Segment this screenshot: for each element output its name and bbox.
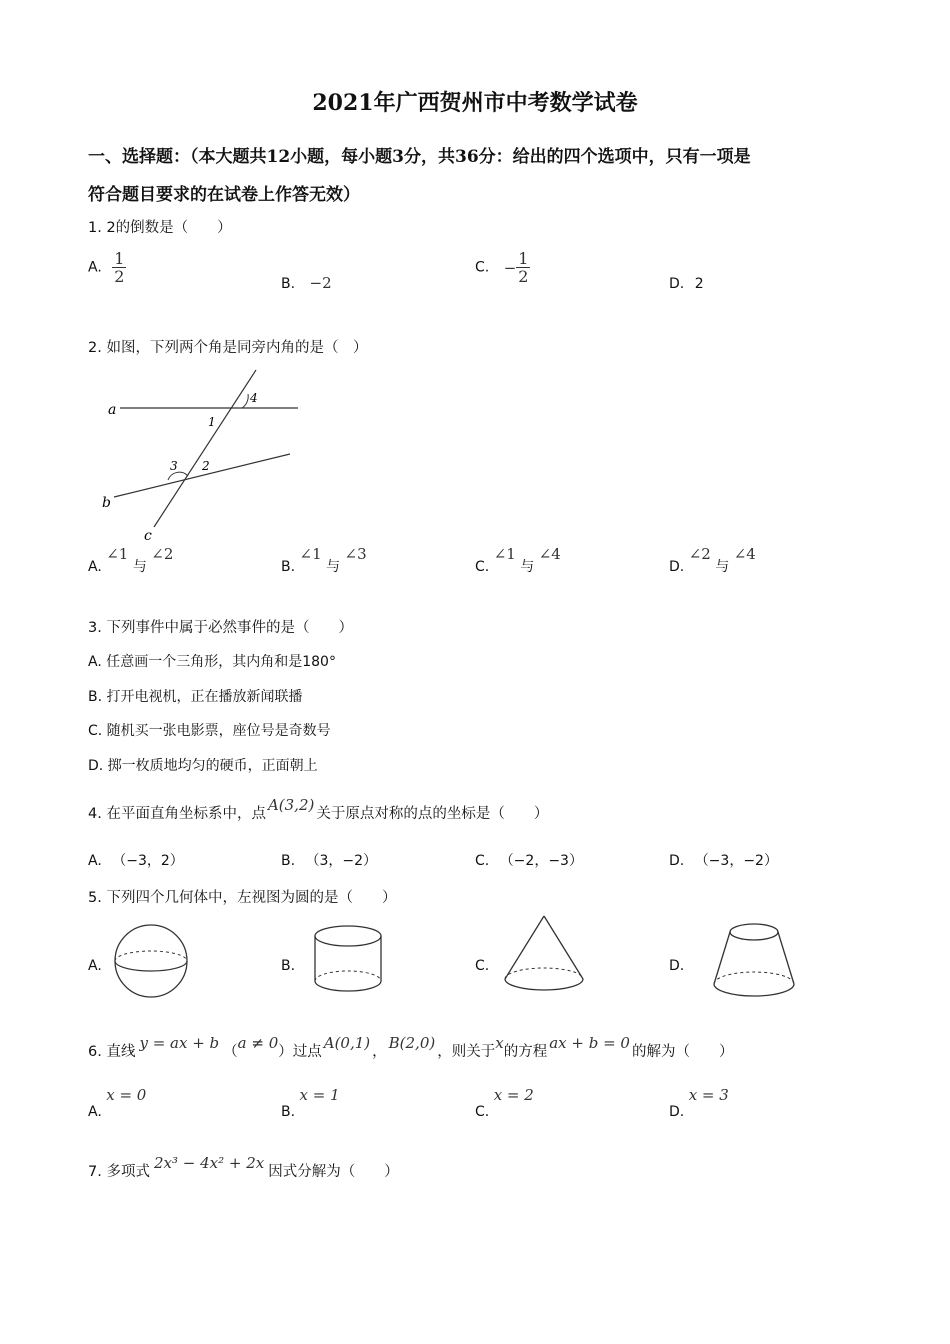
cone-figure[interactable] [498, 910, 590, 996]
polynomial: 2x³ − 4x² + 2x [153, 1154, 265, 1172]
q1-option-a[interactable] [88, 250, 126, 285]
angle-1: ∠1 [299, 545, 322, 563]
page-title: 2021年广西贺州市中考数学试卷 [312, 90, 638, 116]
label-c: c [144, 528, 152, 544]
option-value: （−2，−3） [499, 853, 583, 869]
line-equation: y = ax + b [139, 1034, 220, 1052]
cylinder-top [315, 926, 381, 946]
cone-left-edge [505, 916, 544, 979]
sphere-outline [115, 925, 187, 997]
option-letter: C. [475, 853, 490, 869]
q6-text-7: 的解为（ ） [631, 1044, 734, 1060]
q2-lines-figure [90, 362, 310, 547]
sphere-equator-front [115, 961, 187, 971]
q6-text-5: ，则关于 [437, 1044, 496, 1060]
option-letter: A. [88, 559, 102, 575]
frustum-right-edge [778, 932, 794, 984]
q2-stem: 2. 如图，下列两个角是同旁内角的是（ ） [88, 340, 368, 356]
angle-3: ∠3 [344, 545, 367, 563]
cone-base-back [505, 968, 583, 979]
q6-text-2: （ [223, 1044, 238, 1060]
cone-base-front [505, 979, 583, 990]
q6-text-4: ， [372, 1044, 387, 1060]
option-value: （3，−2） [305, 853, 378, 869]
equation: ax + b = 0 [549, 1034, 630, 1052]
cylinder-bottom-back [315, 971, 381, 981]
option-value: x = 2 [493, 1086, 534, 1104]
point-a: A(3,2) [267, 796, 315, 814]
fraction-denominator: 2 [114, 267, 125, 286]
frustum-top [730, 924, 778, 940]
fraction-denominator: 2 [518, 267, 529, 286]
frustum-base-front [714, 984, 794, 996]
q5-option-c-label[interactable]: C. [475, 958, 490, 974]
q4-stem-before: 4. 在平面直角坐标系中，点 [88, 806, 266, 822]
option-letter: A. [88, 259, 102, 276]
sphere-figure[interactable] [108, 920, 194, 1004]
q5-stem: 5. 下列四个几何体中，左视图为圆的是（ ） [88, 890, 397, 906]
cylinder-figure[interactable] [308, 920, 388, 1000]
q4-option-b[interactable] [281, 850, 377, 870]
cylinder-bottom-front [315, 981, 381, 991]
section-heading-line1: 一、选择题：（本大题共12小题，每小题3分，共36分：给出的四个选项中，只有一项是 [88, 147, 751, 167]
q2-option-d[interactable] [669, 545, 756, 576]
fraction [112, 250, 126, 285]
q3-option-d[interactable]: D. 掷一枚质地均匀的硬币，正面朝上 [88, 758, 318, 774]
q2-option-a[interactable] [88, 545, 174, 576]
q4-option-c[interactable] [475, 850, 583, 870]
q1-stem: 1. 2的倒数是（ ） [88, 220, 232, 236]
label-2: 2 [202, 459, 210, 473]
fraction [516, 250, 530, 285]
condition: a ≠ 0 [237, 1034, 279, 1052]
q5-option-d-label[interactable]: D. [669, 958, 685, 974]
frustum-left-edge [714, 932, 730, 984]
variable-x: x [495, 1034, 504, 1052]
minus-sign: − [503, 258, 517, 277]
q7-stem [88, 1152, 399, 1180]
q3-stem: 3. 下列事件中属于必然事件的是（ ） [88, 620, 353, 636]
angle-2: ∠2 [151, 545, 174, 563]
option-value: x = 0 [106, 1086, 147, 1104]
q2-option-b[interactable] [281, 545, 367, 576]
q4-stem [88, 794, 549, 822]
fraction-numerator: 1 [518, 249, 529, 268]
section-heading-line2: 符合题目要求的在试卷上作答无效） [88, 185, 360, 205]
q6-text-6: 的方程 [503, 1044, 548, 1060]
angle-4-arc [242, 394, 248, 408]
option-letter: D. [669, 1104, 685, 1120]
q1-option-d[interactable] [669, 276, 704, 292]
frustum-figure[interactable] [708, 916, 800, 1002]
q7-text-2: 因式分解为（ ） [268, 1164, 399, 1180]
q1-option-b[interactable] [281, 274, 332, 292]
q3-option-a[interactable]: A. 任意画一个三角形，其内角和是180° [88, 654, 336, 670]
q4-option-a[interactable] [88, 850, 184, 870]
label-a: a [108, 402, 117, 418]
option-value: x = 3 [688, 1086, 729, 1104]
q3-option-c[interactable]: C. 随机买一张电影票，座位号是奇数号 [88, 723, 331, 739]
q4-stem-after: 关于原点对称的点的坐标是（ ） [316, 806, 549, 822]
option-value: （−3，−2） [694, 853, 778, 869]
label-4: 4 [250, 391, 258, 405]
fraction-numerator: 1 [114, 249, 125, 268]
point-b: B(2,0) [388, 1034, 436, 1052]
label-3: 3 [170, 459, 178, 473]
option-letter: B. [281, 559, 296, 575]
conjunction: 与 [132, 559, 147, 575]
q6-option-c[interactable] [475, 1086, 534, 1120]
option-letter: A. [88, 853, 102, 869]
q6-option-a[interactable] [88, 1086, 147, 1120]
angle-1: ∠1 [493, 545, 516, 563]
option-letter: B. [281, 276, 296, 292]
point-a: A(0,1) [323, 1034, 371, 1052]
q7-text-1: 7. 多项式 [88, 1164, 150, 1180]
q6-option-d[interactable] [669, 1086, 729, 1120]
conjunction: 与 [715, 559, 730, 575]
conjunction: 与 [326, 559, 341, 575]
q6-text-3: ）过点 [278, 1044, 322, 1060]
option-letter: D. [669, 853, 685, 869]
q5-option-a-label[interactable]: A. [88, 958, 102, 974]
q6-option-b[interactable] [281, 1086, 340, 1120]
q6-stem [88, 1032, 734, 1060]
option-value: −2 [309, 274, 332, 292]
option-letter: A. [88, 1104, 102, 1120]
angle-4: ∠4 [538, 545, 561, 563]
option-value: 2 [694, 276, 704, 292]
option-letter: C. [475, 1104, 490, 1120]
option-letter: C. [475, 259, 490, 276]
angle-1: ∠1 [106, 545, 129, 563]
option-letter: C. [475, 559, 490, 575]
option-letter: B. [281, 853, 296, 869]
angle-2: ∠2 [688, 545, 711, 563]
option-value: x = 1 [299, 1086, 340, 1104]
label-1: 1 [208, 415, 216, 429]
conjunction: 与 [520, 559, 535, 575]
q4-option-d[interactable] [669, 850, 778, 870]
q6-text-1: 6. 直线 [88, 1044, 136, 1060]
q3-option-b[interactable]: B. 打开电视机，正在播放新闻联播 [88, 689, 303, 705]
q5-option-b-label[interactable]: B. [281, 958, 296, 974]
frustum-base-back [714, 972, 794, 984]
option-letter: B. [281, 1104, 296, 1120]
option-value: （−3，2） [112, 853, 184, 869]
label-b: b [102, 495, 111, 511]
line-c [154, 370, 256, 527]
angle-4: ∠4 [733, 545, 756, 563]
q2-option-c[interactable] [475, 545, 561, 576]
q1-option-c[interactable] [475, 250, 530, 285]
sphere-equator-back [115, 951, 187, 961]
option-letter: D. [669, 276, 685, 292]
option-letter: D. [669, 559, 685, 575]
